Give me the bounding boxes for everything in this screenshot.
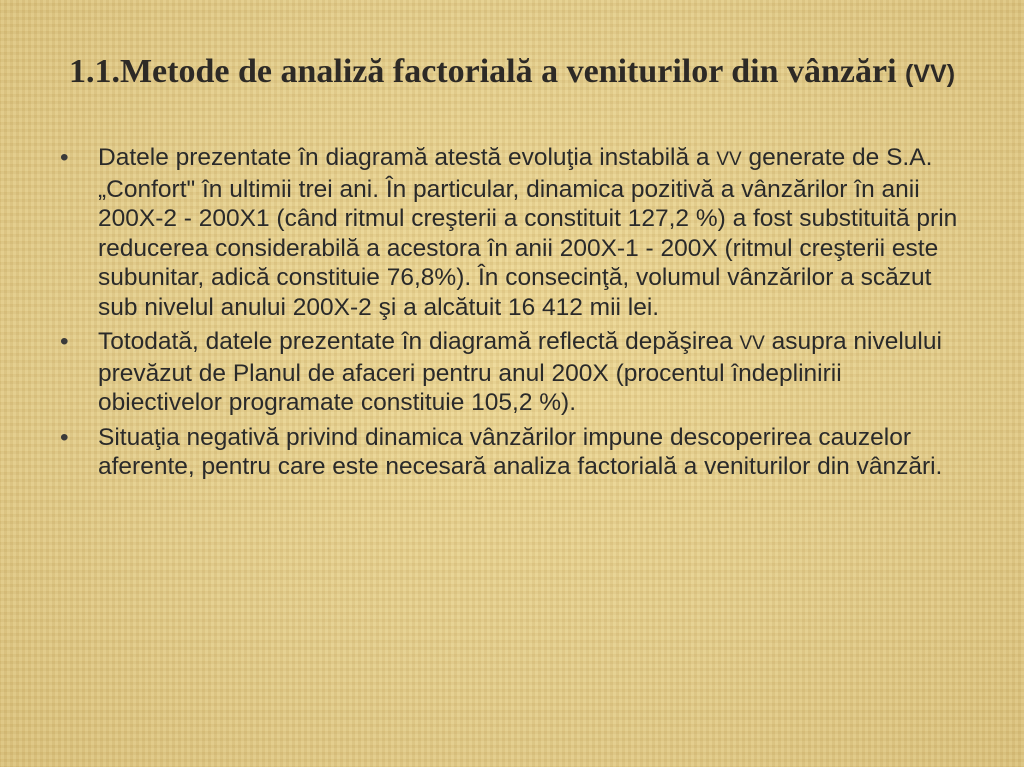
bullet-item-3	[60, 423, 960, 482]
bullet-item-2	[60, 327, 960, 418]
bullet-text: generate de S.A. „Confort" în ultimii trei ani. În particular, dinamica pozitivă a vânzărilor în anii 200X-2 - 200X1 (când ritmul creşterii a constituit 127,2 %) a fost substituită prin reducerea considerabilă a acestora în anii 200X-1 - 200X (ritmul creşterii este subunitar, adică constituie 76,8%). În consecinţă, volumul vânzărilor a scăzut sub nivelul anului 200X-2 şi a alcătuit 16 412 mii lei.	[98, 144, 958, 321]
bullet-marker: •	[60, 144, 69, 171]
abbreviation-vv: VV	[716, 149, 742, 170]
slide-title	[60, 50, 964, 96]
bullet-marker: •	[60, 423, 69, 451]
slide-title-abbreviation: (VV)	[905, 60, 956, 88]
bullet-text: Datele prezentate în diagramă atestă evoluţia instabilă a	[98, 144, 717, 171]
bullet-list	[60, 143, 960, 487]
slide-title-text: 1.1.Metode de analiză factorială a veniturilor din vânzări	[68, 53, 906, 90]
bullet-text: asupra nivelului prevăzut de Planul de afaceri pentru anul 200X (procentul îndeplinirii obiectivelor programate constituie 105,2 %).	[98, 328, 942, 416]
abbreviation-vv: VV	[739, 333, 765, 354]
bullet-item-1	[60, 143, 960, 322]
bullet-marker: •	[60, 328, 69, 355]
bullet-text: Totodată, datele prezentate în diagramă reflectă depăşirea	[98, 328, 740, 355]
bullet-text: Situaţia negativă privind dinamica vânzărilor impune descoperirea cauzelor aferente, pentru care este necesară analiza factorială a veniturilor din vânzări.	[98, 423, 943, 480]
